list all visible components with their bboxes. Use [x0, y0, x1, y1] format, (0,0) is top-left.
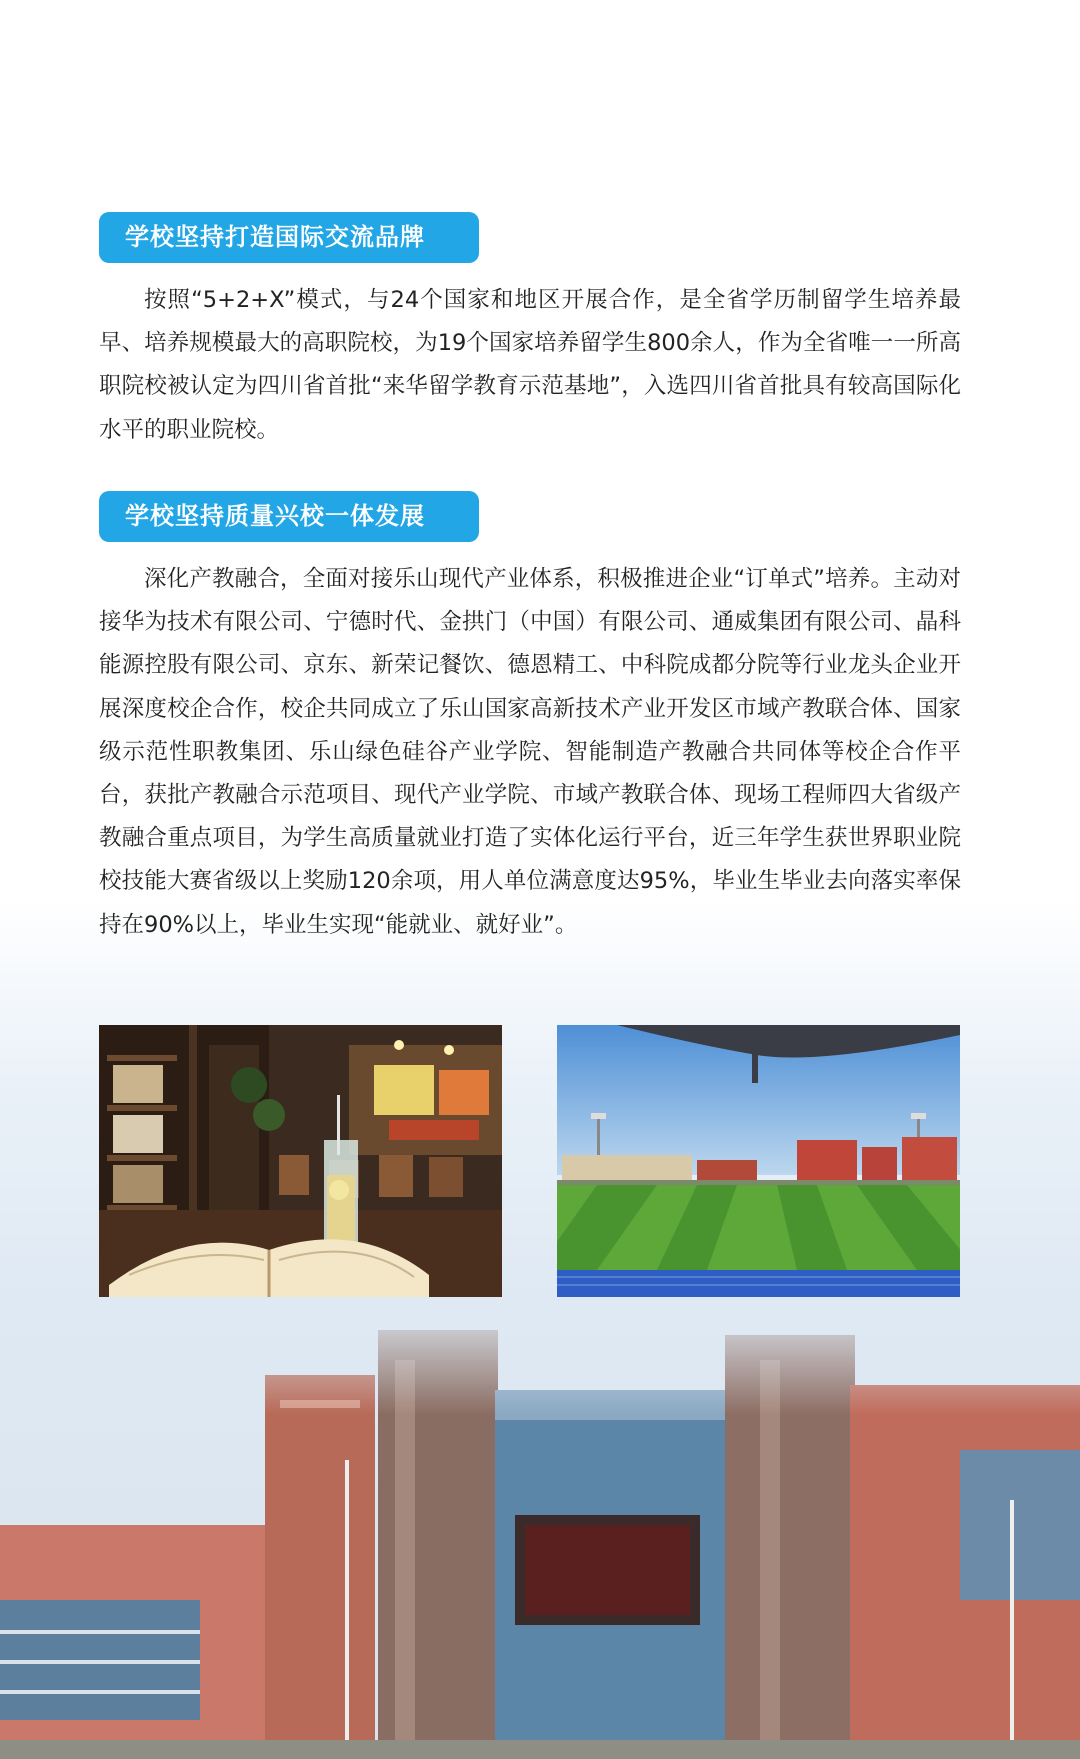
section-body-quality: 深化产教融合，全面对接乐山现代产业体系，积极推进企业“订单式”培养。主动对接华为技术有限公司、宁德时代、金拱门（中国）有限公司、通威集团有限公司、晶科能源控股有限公司、京东、新荣记餐饮、德恩精工、中科院成都分院等行业龙头企业开展深度校企合作，校企共同成立了乐山国家高新技术产业开发区市域产教联合体、国家级示范性职教集团、乐山绿色硅谷产业学院、智能制造产教融合共同体等校企合作平台，获批产教融合示范项目、现代产业学院、市域产教联合体、现场工程师四大省级产教融合重点项目，为学生高质量就业打造了实体化运行平台，近三年学生获世界职业院校技能大赛省级以上奖励120余项，用人单位满意度达95%，毕业生毕业去向落实率保持在90%以上，毕业生实现“能就业、就好业”。 — [99, 566, 961, 938]
section-body-international: 按照“5+2+X”模式，与24个国家和地区开展合作，是全省学历制留学生培养最早、培养规模最大的高职院校，为19个国家培养留学生800余人，作为全省唯一一所高职院校被认定为四川省首批“来华留学教育示范基地”，入选四川省首批具有较高国际化水平的职业院校。 — [99, 287, 961, 443]
library-cafe-photo — [99, 1025, 502, 1297]
campus-building-illustration — [0, 1300, 1080, 1759]
sports-field-photo — [557, 1025, 960, 1297]
section-heading-international: 学校坚持打造国际交流品牌 — [99, 212, 479, 263]
section-heading-quality: 学校坚持质量兴校一体发展 — [99, 491, 479, 542]
